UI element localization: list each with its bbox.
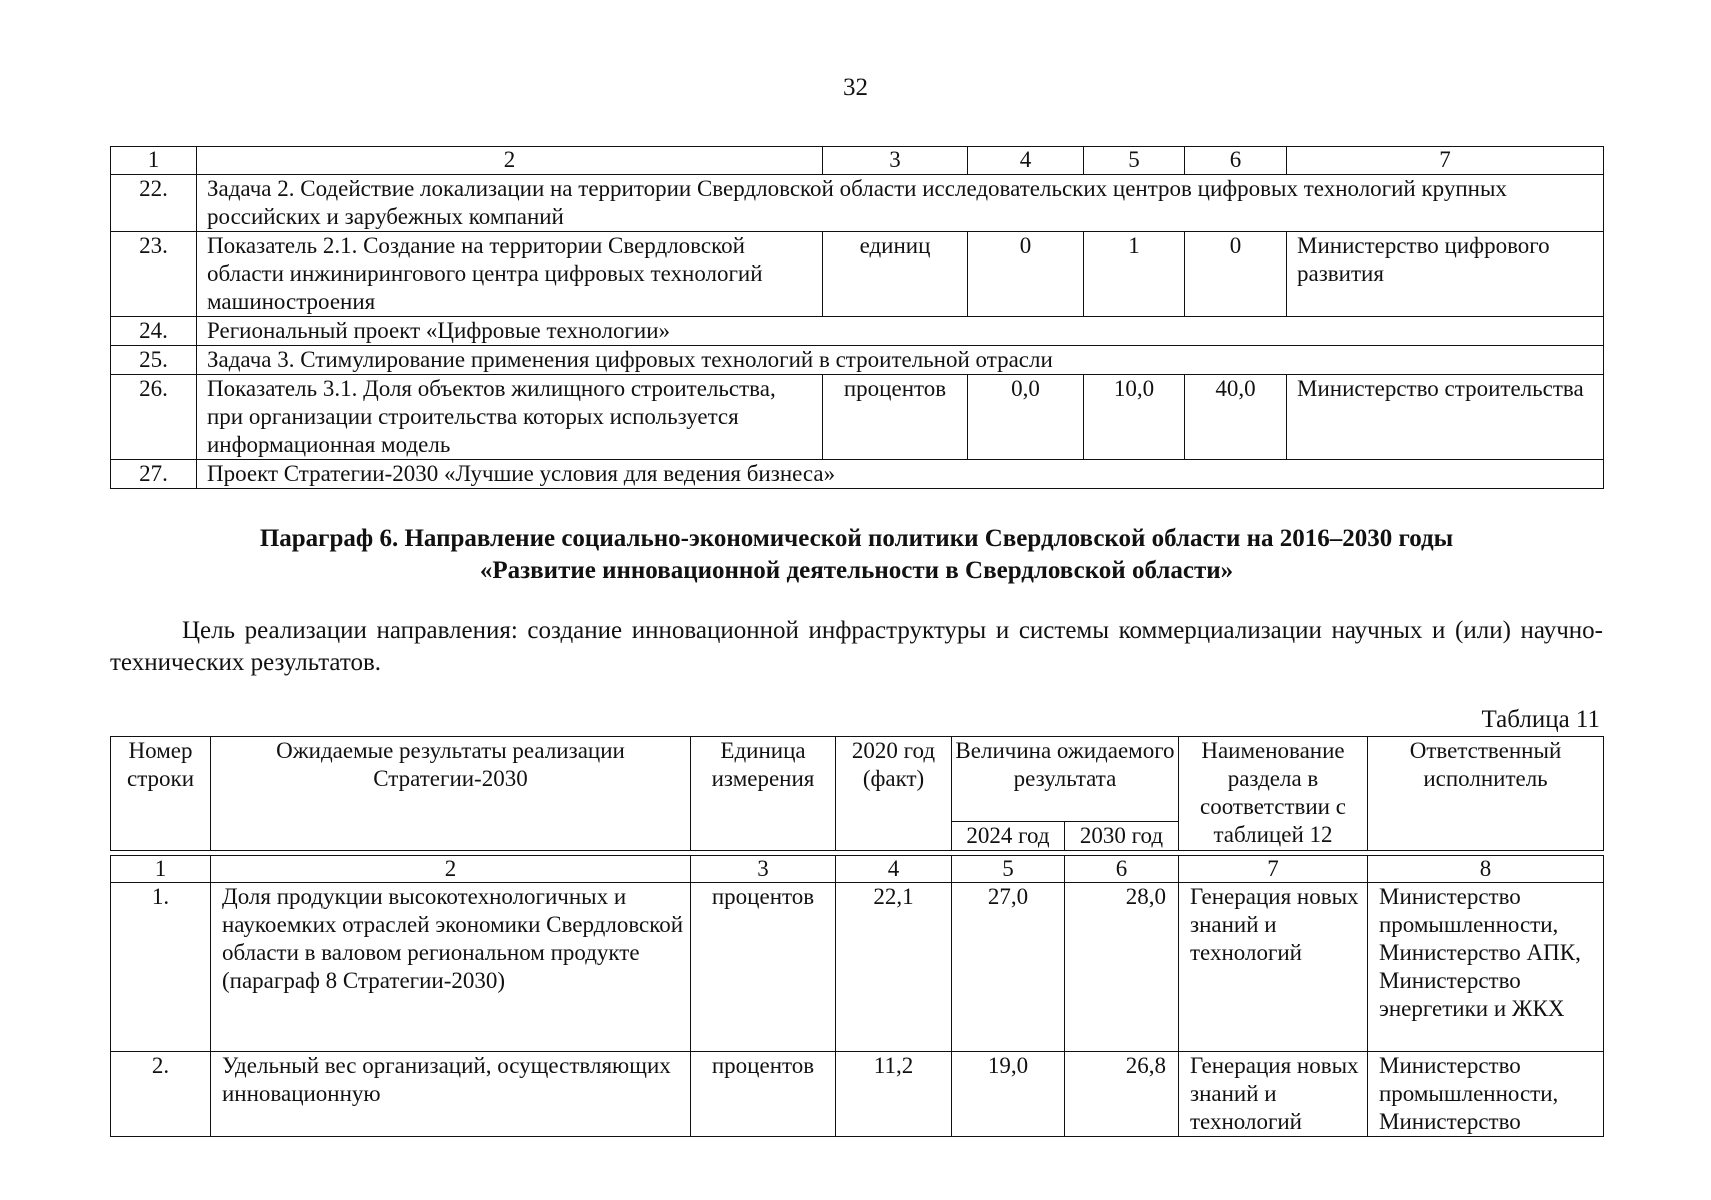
responsible-cell: Министерство промышленности, Министерство xyxy=(1368,1052,1604,1137)
table-row xyxy=(111,346,1604,375)
header-fact: 2020 год (факт) xyxy=(836,737,952,851)
value-cell: 1 xyxy=(1084,232,1185,317)
section-cell: Генерация новых знаний и технологий xyxy=(1179,1052,1368,1137)
expected-results-table xyxy=(110,736,1604,1137)
table-row xyxy=(111,883,1604,1052)
col-number: 3 xyxy=(691,856,836,883)
header-expected-value: Величина ожидаемого результата xyxy=(952,737,1179,822)
col-number: 4 xyxy=(968,147,1084,175)
table-caption: Таблица 11 xyxy=(1481,706,1600,733)
result-text: Доля продукции высокотехнологичных и наукоемких отраслей экономики Свердловской области в валовом региональном продукте (параграф 8 Стратегии-2030) xyxy=(211,883,691,1052)
value-cell: 0 xyxy=(1185,232,1287,317)
responsible-cell: Министерство промышленности, Министерство АПК, Министерство энергетики и ЖКХ xyxy=(1368,883,1604,1052)
value-cell: 10,0 xyxy=(1084,375,1185,460)
fact-value: 22,1 xyxy=(836,883,952,1052)
value-2024: 27,0 xyxy=(952,883,1065,1052)
table-row xyxy=(111,317,1604,346)
responsible-cell: Министерство цифрового развития xyxy=(1287,232,1604,317)
col-number: 7 xyxy=(1179,856,1368,883)
value-cell: 0,0 xyxy=(968,375,1084,460)
header-row-number: Номер строки xyxy=(111,737,211,851)
section-heading xyxy=(110,523,1603,587)
row-number: 25. xyxy=(111,346,197,375)
header-row xyxy=(111,737,1604,822)
indicators-table-continued xyxy=(110,146,1604,489)
row-number: 22. xyxy=(111,175,197,232)
goal-paragraph xyxy=(110,615,1603,679)
unit-cell: процентов xyxy=(823,375,968,460)
table-row xyxy=(111,460,1604,489)
table-row xyxy=(111,232,1604,317)
responsible-cell: Министерство строительства xyxy=(1287,375,1604,460)
col-number: 5 xyxy=(952,856,1065,883)
header-results: Ожидаемые результаты реализации Стратегии-2030 xyxy=(211,737,691,851)
col-number: 2 xyxy=(197,147,823,175)
unit-cell: единиц xyxy=(823,232,968,317)
column-number-row xyxy=(111,856,1604,883)
task-text: Задача 2. Содействие локализации на территории Свердловской области исследовательских центров цифровых технологий крупных российских и зарубежных компаний xyxy=(197,175,1604,232)
task-text: Задача 3. Стимулирование применения цифровых технологий в строительной отрасли xyxy=(197,346,1604,375)
value-2024: 19,0 xyxy=(952,1052,1065,1137)
unit-cell: процентов xyxy=(691,1052,836,1137)
fact-value: 11,2 xyxy=(836,1052,952,1137)
row-number: 24. xyxy=(111,317,197,346)
value-cell: 0 xyxy=(968,232,1084,317)
header-year-2024: 2024 год xyxy=(952,822,1065,851)
project-text: Проект Стратегии-2030 «Лучшие условия для ведения бизнеса» xyxy=(197,460,1604,489)
table-row xyxy=(111,375,1604,460)
value-2030: 26,8 xyxy=(1065,1052,1179,1137)
row-number: 2. xyxy=(111,1052,211,1137)
row-number: 26. xyxy=(111,375,197,460)
header-responsible: Ответственный исполнитель xyxy=(1368,737,1604,851)
table-row xyxy=(111,1052,1604,1137)
col-number: 6 xyxy=(1065,856,1179,883)
col-number: 8 xyxy=(1368,856,1604,883)
col-number: 1 xyxy=(111,856,211,883)
indicator-text: Показатель 3.1. Доля объектов жилищного строительства, при организации строительства которых используется информационная модель xyxy=(197,375,823,460)
value-cell: 40,0 xyxy=(1185,375,1287,460)
header-year-2030: 2030 год xyxy=(1065,822,1179,851)
col-number: 3 xyxy=(823,147,968,175)
goal-text: Цель реализации направления: создание инновационной инфраструктуры и системы коммерциализации научных и (или) научно-технических результатов. xyxy=(110,617,1603,676)
heading-line: Параграф 6. Направление социально-экономической политики Свердловской области на 2016–2030 годы xyxy=(259,525,1454,552)
column-number-row xyxy=(111,147,1604,175)
row-number: 23. xyxy=(111,232,197,317)
header-unit: Единица измерения xyxy=(691,737,836,851)
header-section: Наименование раздела в соответствии с таблицей 12 xyxy=(1179,737,1368,851)
row-number: 1. xyxy=(111,883,211,1052)
unit-cell: процентов xyxy=(691,883,836,1052)
row-number: 27. xyxy=(111,460,197,489)
heading-line: «Развитие инновационной деятельности в Свердловской области» xyxy=(479,557,1234,584)
result-text: Удельный вес организаций, осуществляющих инновационную xyxy=(211,1052,691,1137)
indicator-text: Показатель 2.1. Создание на территории Свердловской области инжинирингового центра цифровых технологий машиностроения xyxy=(197,232,823,317)
col-number: 7 xyxy=(1287,147,1604,175)
value-2030: 28,0 xyxy=(1065,883,1179,1052)
col-number: 5 xyxy=(1084,147,1185,175)
col-number: 2 xyxy=(211,856,691,883)
page-number: 32 xyxy=(843,74,868,101)
col-number: 4 xyxy=(836,856,952,883)
col-number: 1 xyxy=(111,147,197,175)
section-cell: Генерация новых знаний и технологий xyxy=(1179,883,1368,1052)
project-text: Региональный проект «Цифровые технологии» xyxy=(197,317,1604,346)
col-number: 6 xyxy=(1185,147,1287,175)
table-row xyxy=(111,175,1604,232)
